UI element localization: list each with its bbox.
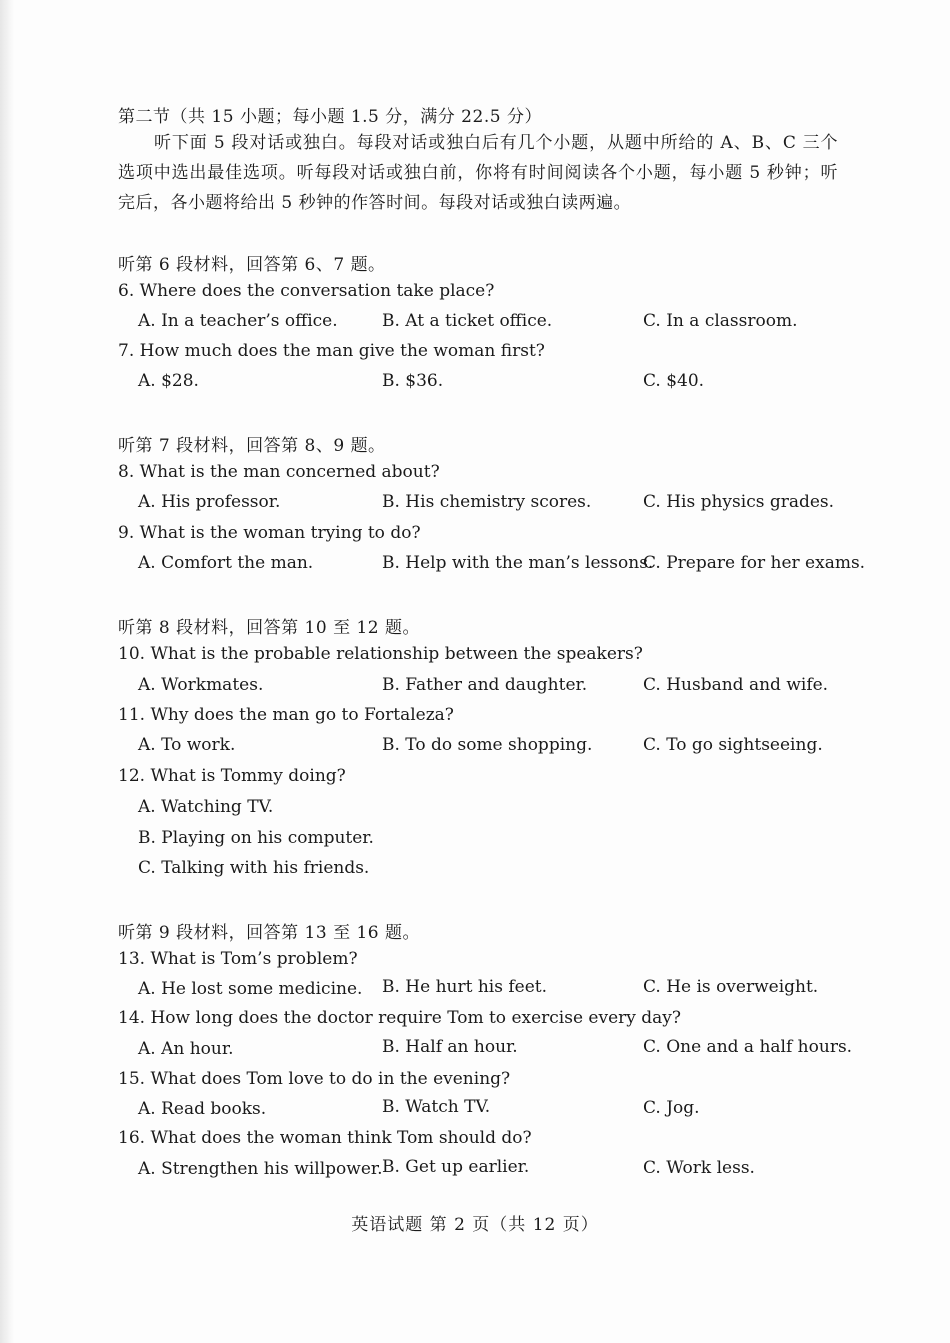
question-7-option-b: B. $36.: [382, 371, 444, 391]
question-15-stem: 15. What does Tom love to do in the evening?: [118, 1069, 511, 1089]
question-7-option-c: C. $40.: [643, 371, 705, 391]
question-9-option-b: B. Help with the man’s lessons.: [382, 553, 654, 573]
question-6-option-c: C. In a classroom.: [643, 311, 798, 331]
question-8-stem: 8. What is the man concerned about?: [118, 462, 440, 482]
question-9-stem: 9. What is the woman trying to do?: [118, 523, 421, 543]
question-14-option-c: C. One and a half hours.: [643, 1037, 853, 1057]
question-13-stem: 13. What is Tom’s problem?: [118, 949, 358, 969]
scan-shadow: [0, 0, 14, 1343]
question-16-option-c: C. Work less.: [643, 1158, 755, 1178]
question-10-option-c: C. Husband and wife.: [643, 675, 829, 695]
question-8-option-b: B. His chemistry scores.: [382, 492, 592, 512]
question-11-option-b: B. To do some shopping.: [382, 735, 593, 755]
question-9-option-a: A. Comfort the man.: [138, 553, 314, 573]
question-14-option-a: A. An hour.: [138, 1039, 234, 1059]
question-7-stem: 7. How much does the man give the woman first?: [118, 341, 545, 361]
material-7-heading: 听第 7 段材料，回答第 8、9 题。: [118, 436, 386, 456]
question-13-option-b: B. He hurt his feet.: [382, 977, 548, 997]
question-15-option-a: A. Read books.: [138, 1099, 267, 1119]
question-11-stem: 11. Why does the man go to Fortaleza?: [118, 705, 454, 725]
question-12-option-c: C. Talking with his friends.: [138, 858, 370, 878]
material-6-heading: 听第 6 段材料，回答第 6、7 题。: [118, 255, 386, 275]
question-13-option-a: A. He lost some medicine.: [138, 979, 363, 999]
question-15-option-c: C. Jog.: [643, 1098, 700, 1118]
question-10-option-a: A. Workmates.: [138, 675, 264, 695]
question-12-option-b: B. Playing on his computer.: [138, 828, 374, 848]
question-6-option-b: B. At a ticket office.: [382, 311, 553, 331]
question-10-option-b: B. Father and daughter.: [382, 675, 588, 695]
question-16-stem: 16. What does the woman think Tom should do?: [118, 1128, 532, 1148]
question-6-option-a: A. In a teacher’s office.: [138, 311, 338, 331]
question-7-option-a: A. $28.: [138, 371, 199, 391]
section-header: 第二节（共 15 小题；每小题 1.5 分，满分 22.5 分）: [118, 107, 542, 127]
question-12-stem: 12. What is Tommy doing?: [118, 766, 346, 786]
question-14-option-b: B. Half an hour.: [382, 1037, 518, 1057]
question-14-stem: 14. How long does the doctor require Tom to exercise every day?: [118, 1008, 682, 1028]
question-12-option-a: A. Watching TV.: [138, 797, 274, 817]
question-13-option-c: C. He is overweight.: [643, 977, 819, 997]
question-16-option-b: B. Get up earlier.: [382, 1157, 530, 1177]
question-6-stem: 6. Where does the conversation take place?: [118, 281, 495, 301]
question-11-option-a: A. To work.: [138, 735, 236, 755]
question-8-option-c: C. His physics grades.: [643, 492, 835, 512]
section-instructions: 听下面 5 段对话或独白。每段对话或独白后有几个小题，从题中所给的 A、B、C 三个选项中选出最佳选项。听每段对话或独白前，你将有时间阅读各个小题，每小题 5 秒钟；听完后，各小题将给出 5 秒钟的作答时间。每段对话或独白读两遍。: [118, 133, 838, 213]
page-footer: 英语试题 第 2 页（共 12 页）: [351, 1215, 599, 1235]
material-8-heading: 听第 8 段材料，回答第 10 至 12 题。: [118, 618, 421, 638]
question-10-stem: 10. What is the probable relationship between the speakers?: [118, 644, 643, 664]
question-16-option-a: A. Strengthen his willpower.: [138, 1159, 383, 1179]
question-8-option-a: A. His professor.: [138, 492, 281, 512]
question-15-option-b: B. Watch TV.: [382, 1097, 491, 1117]
question-11-option-c: C. To go sightseeing.: [643, 735, 823, 755]
question-9-option-c: C. Prepare for her exams.: [643, 553, 866, 573]
material-9-heading: 听第 9 段材料，回答第 13 至 16 题。: [118, 923, 421, 943]
